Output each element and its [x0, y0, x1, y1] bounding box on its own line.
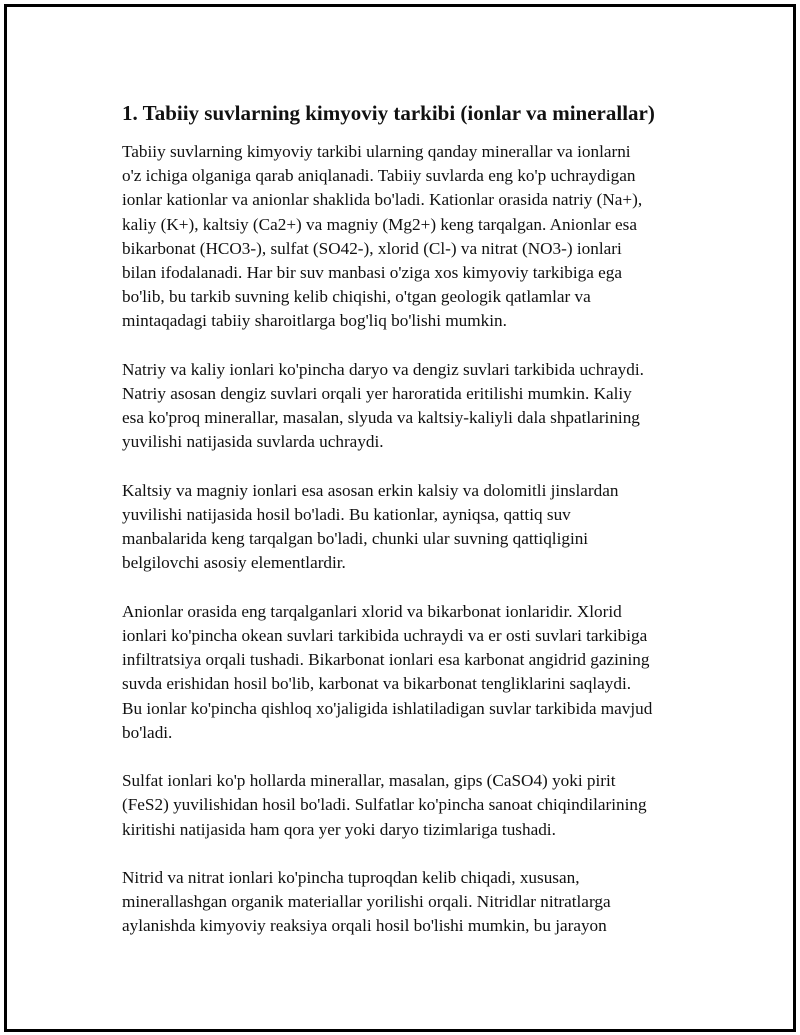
text-line: o'z ichiga olganiga qarab aniqlanadi. Tabiiy suvlarda eng ko'p uchraydigan	[122, 166, 636, 186]
text-line: bilan ifodalanadi. Har bir suv manbasi o'ziga xos kimyoviy tarkibiga ega	[122, 263, 622, 283]
text-line: mintaqadagi tabiiy sharoitlarga bog'liq bo'lishi mumkin.	[122, 311, 507, 331]
text-line: manbalarida keng tarqalgan bo'ladi, chunki ular suvning qattiqligini	[122, 529, 589, 549]
page-frame	[4, 4, 796, 1032]
document-body	[122, 98, 702, 963]
text-line: Nitrid va nitrat ionlari ko'pincha tuproqdan kelib chiqadi, xususan,	[122, 868, 580, 888]
paragraph-sodium-potassium	[122, 358, 702, 455]
text-line: bikarbonat (HCO3-), sulfat (SO42-), xlorid (Cl-) va nitrat (NO3-) ionlari	[122, 238, 622, 258]
text-line: yuvilishi natijasida suvlarda uchraydi.	[122, 432, 384, 452]
text-line: belgilovchi asosiy elementlardir.	[122, 553, 346, 573]
text-line: infiltratsiya orqali tushadi. Bikarbonat ionlari esa karbonat angidrid gazining	[122, 650, 650, 670]
text-line: bo'lib, bu tarkib suvning kelib chiqishi, o'tgan geologik qatlamlar va	[122, 287, 591, 307]
text-line: ionlar kationlar va anionlar shaklida bo'ladi. Kationlar orasida natriy (Na+),	[122, 190, 643, 210]
paragraph-ionic-composition	[122, 140, 702, 334]
text-line: minerallashgan organik materiallar yorilishi orqali. Nitridlar nitratlarga	[122, 892, 611, 912]
text-line: Sulfat ionlari ko'p hollarda minerallar, masalan, gips (CaSO4) yoki pirit	[122, 771, 616, 791]
paragraph-sulfate	[122, 769, 702, 842]
text-line: Natriy va kaliy ionlari ko'pincha daryo va dengiz suvlari tarkibida uchraydi.	[122, 359, 644, 379]
text-line: esa ko'proq minerallar, masalan, slyuda va kaltsiy-kaliyli dala shpatlarining	[122, 408, 640, 428]
text-line: bo'ladi.	[122, 722, 173, 742]
paragraph-anions	[122, 600, 702, 745]
text-line: kaliy (K+), kaltsiy (Ca2+) va magniy (Mg2+) keng tarqalgan. Anionlar esa	[122, 214, 637, 234]
text-line: Anionlar orasida eng tarqalganlari xlorid va bikarbonat ionlaridir. Xlorid	[122, 601, 622, 621]
text-line: ionlari ko'pincha okean suvlari tarkibida uchraydi va er osti suvlari tarkibiga	[122, 626, 648, 646]
text-line: yuvilishi natijasida hosil bo'ladi. Bu kationlar, ayniqsa, qattiq suv	[122, 505, 571, 525]
paragraph-calcium-magnesium	[122, 479, 702, 576]
text-line: (FeS2) yuvilishidan hosil bo'ladi. Sulfatlar ko'pincha sanoat chiqindilarining	[122, 795, 647, 815]
section-heading: 1. Tabiiy suvlarning kimyoviy tarkibi (ionlar va minerallar)	[122, 101, 655, 125]
text-line: kiritishi natijasida ham qora yer yoki daryo tizimlariga tushadi.	[122, 819, 556, 839]
text-line: aylanishda kimyoviy reaksiya orqali hosil bo'lishi mumkin, bu jarayon	[122, 916, 607, 936]
text-line: Natriy asosan dengiz suvlari orqali yer haroratida eritilishi mumkin. Kaliy	[122, 384, 632, 404]
text-line: Tabiiy suvlarning kimyoviy tarkibi ularning qanday minerallar va ionlarni	[122, 142, 631, 161]
text-line: Bu ionlar ko'pincha qishloq xo'jaligida ishlatiladigan suvlar tarkibida mavjud	[122, 698, 653, 718]
text-line: suvda erishidan hosil bo'lib, karbonat va bikarbonat tengliklarini saqlaydi.	[122, 674, 632, 694]
text-line: Kaltsiy va magniy ionlari esa asosan erkin kalsiy va dolomitli jinslardan	[122, 480, 619, 500]
paragraph-nitrate	[122, 866, 702, 939]
